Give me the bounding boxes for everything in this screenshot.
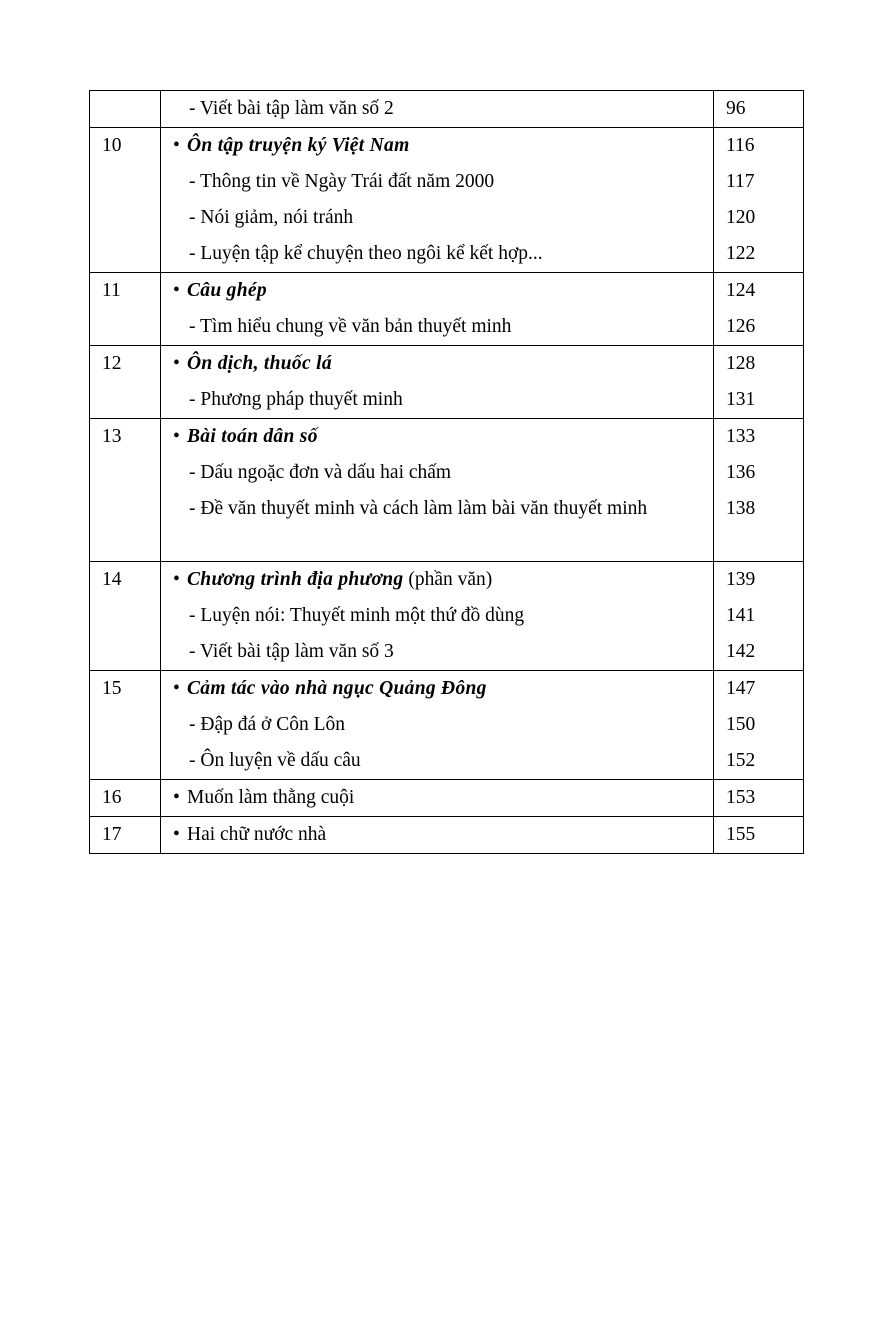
table-row bbox=[90, 91, 804, 128]
lesson-title-suffix: (phần văn) bbox=[403, 569, 493, 590]
table-row bbox=[90, 273, 804, 346]
lesson-title-line bbox=[173, 346, 703, 382]
page-number: 133 bbox=[726, 426, 756, 447]
week-cell: 10 bbox=[90, 128, 161, 273]
lesson-title: Bài toán dân số bbox=[187, 426, 318, 447]
table-row bbox=[90, 562, 804, 671]
table-of-contents bbox=[89, 90, 804, 854]
content-cell bbox=[161, 419, 714, 562]
bullet-icon: • bbox=[173, 678, 180, 699]
lesson-title: Chương trình địa phương bbox=[187, 569, 404, 590]
page-cell bbox=[714, 671, 804, 780]
page-cell bbox=[714, 346, 804, 419]
lesson-title-line bbox=[173, 273, 703, 309]
lesson-item: - Tìm hiểu chung về văn bản thuyết minh bbox=[189, 316, 512, 337]
lesson-title: Ôn tập truyện ký Việt Nam bbox=[187, 135, 410, 156]
table-row bbox=[90, 128, 804, 273]
bullet-icon: • bbox=[173, 824, 180, 845]
lesson-title-line bbox=[173, 562, 703, 598]
week-cell bbox=[90, 91, 161, 128]
table-row bbox=[90, 780, 804, 817]
page-number: 138 bbox=[726, 498, 756, 519]
page-number: 96 bbox=[726, 98, 746, 119]
lesson-title: Ôn dịch, thuốc lá bbox=[187, 353, 332, 374]
lesson-title: Câu ghép bbox=[187, 280, 267, 301]
page-number: 120 bbox=[726, 207, 756, 228]
bullet-icon: • bbox=[173, 787, 180, 808]
page-number: 131 bbox=[726, 389, 756, 410]
lesson-title-line bbox=[173, 671, 703, 707]
page-number: 126 bbox=[726, 316, 756, 337]
content-cell bbox=[161, 562, 714, 671]
week-cell: 14 bbox=[90, 562, 161, 671]
content-cell bbox=[161, 780, 714, 817]
lesson-item: - Nói giảm, nói tránh bbox=[189, 207, 354, 228]
bullet-icon: • bbox=[173, 569, 180, 590]
page-number: 153 bbox=[726, 787, 756, 808]
content-cell bbox=[161, 91, 714, 128]
bullet-icon: • bbox=[173, 135, 180, 156]
page-cell bbox=[714, 128, 804, 273]
page-number: 150 bbox=[726, 714, 756, 735]
page-number: 124 bbox=[726, 280, 756, 301]
lesson-title: Muốn làm thằng cuội bbox=[187, 787, 355, 808]
page-cell bbox=[714, 780, 804, 817]
lesson-title: Cảm tác vào nhà ngục Quảng Đông bbox=[187, 678, 487, 699]
page-number: 147 bbox=[726, 678, 756, 699]
table-row bbox=[90, 671, 804, 780]
page-cell bbox=[714, 562, 804, 671]
lesson-item: - Dấu ngoặc đơn và dấu hai chấm bbox=[189, 462, 452, 483]
page-cell bbox=[714, 419, 804, 562]
lesson-item: - Đề văn thuyết minh và cách làm làm bài văn thuyết minh bbox=[189, 498, 648, 519]
lesson-title-line bbox=[173, 780, 703, 816]
page-number: 136 bbox=[726, 462, 756, 483]
page-cell bbox=[714, 273, 804, 346]
page-number: 128 bbox=[726, 353, 756, 374]
content-cell bbox=[161, 128, 714, 273]
content-cell bbox=[161, 671, 714, 780]
lesson-item: - Ôn luyện về dấu câu bbox=[189, 750, 361, 771]
week-cell: 13 bbox=[90, 419, 161, 562]
bullet-icon: • bbox=[173, 280, 180, 301]
week-cell: 16 bbox=[90, 780, 161, 817]
page-number: 139 bbox=[726, 569, 756, 590]
page-cell bbox=[714, 817, 804, 854]
lesson-item: - Phương pháp thuyết minh bbox=[189, 389, 403, 410]
bullet-icon: • bbox=[173, 353, 180, 374]
page-number: 122 bbox=[726, 243, 756, 264]
lesson-title: Hai chữ nước nhà bbox=[187, 824, 327, 845]
lesson-item: - Viết bài tập làm văn số 2 bbox=[189, 98, 394, 119]
content-cell bbox=[161, 346, 714, 419]
content-cell bbox=[161, 273, 714, 346]
page-number: 142 bbox=[726, 641, 756, 662]
lesson-title-line bbox=[173, 817, 703, 853]
page-cell bbox=[714, 91, 804, 128]
lesson-title-line bbox=[173, 128, 703, 164]
lesson-item: - Đập đá ở Côn Lôn bbox=[189, 714, 345, 735]
lesson-item: - Thông tin về Ngày Trái đất năm 2000 bbox=[189, 171, 495, 192]
table-row bbox=[90, 817, 804, 854]
page-number: 152 bbox=[726, 750, 756, 771]
lesson-title-line bbox=[173, 419, 703, 455]
lesson-item: - Viết bài tập làm văn số 3 bbox=[189, 641, 394, 662]
page-number: 155 bbox=[726, 824, 756, 845]
bullet-icon: • bbox=[173, 426, 180, 447]
week-cell: 11 bbox=[90, 273, 161, 346]
content-cell bbox=[161, 817, 714, 854]
table-row bbox=[90, 346, 804, 419]
page-number: 117 bbox=[726, 171, 755, 192]
week-cell: 15 bbox=[90, 671, 161, 780]
lesson-item: - Luyện nói: Thuyết minh một thứ đồ dùng bbox=[189, 605, 525, 626]
table-row bbox=[90, 419, 804, 562]
week-cell: 12 bbox=[90, 346, 161, 419]
page-number: 141 bbox=[726, 605, 756, 626]
week-cell: 17 bbox=[90, 817, 161, 854]
lesson-item: - Luyện tập kể chuyện theo ngôi kể kết hợp... bbox=[189, 243, 543, 264]
page-number: 116 bbox=[726, 135, 755, 156]
